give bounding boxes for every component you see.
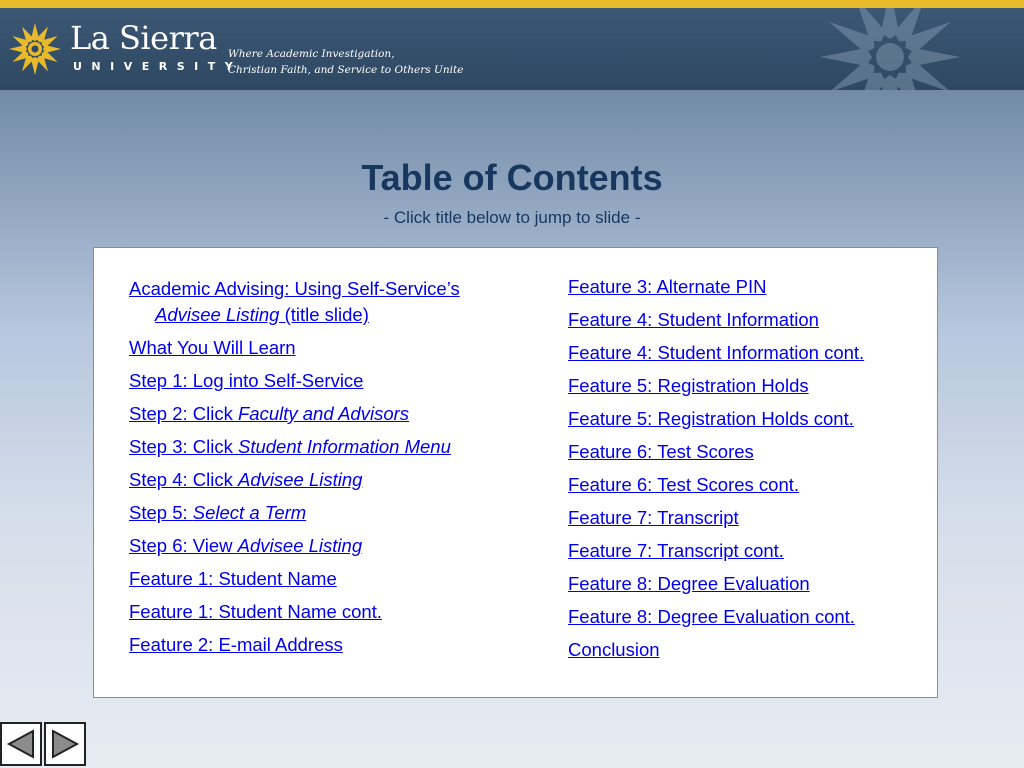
toc-link-text: Feature 6: Test Scores cont.	[568, 474, 800, 495]
toc-link-text: Step 5:	[129, 502, 193, 523]
toc-link[interactable]	[568, 604, 928, 630]
slide-navigation	[0, 722, 88, 768]
toc-link-text: Feature 7: Transcript	[568, 507, 739, 528]
toc-link-text: Feature 7: Transcript cont.	[568, 540, 784, 561]
toc-link[interactable]	[129, 368, 539, 394]
toc-link[interactable]	[568, 274, 928, 300]
toc-link[interactable]	[129, 566, 539, 592]
toc-link-text: Advisee Listing	[238, 469, 363, 490]
top-accent-stripe	[0, 0, 1024, 8]
toc-link-text: Feature 4: Student Information	[568, 309, 819, 330]
toc-link-text: Advisee Listing	[155, 304, 280, 325]
toc-link[interactable]	[568, 571, 928, 597]
toc-link-text: (title slide)	[279, 304, 369, 325]
toc-link[interactable]	[129, 599, 539, 625]
toc-link[interactable]	[129, 335, 539, 361]
toc-link-text: Feature 4: Student Information cont.	[568, 342, 865, 363]
toc-link-text: Step 1: Log into Self-Service	[129, 370, 364, 391]
toc-link-text: Advisee Listing	[237, 535, 363, 556]
toc-link[interactable]	[568, 373, 928, 399]
toc-link-text: Feature 5: Registration Holds	[568, 375, 809, 396]
toc-link-text: Student Information Menu	[238, 436, 451, 457]
toc-link[interactable]	[129, 401, 539, 427]
next-slide-button[interactable]	[44, 722, 86, 766]
toc-link[interactable]	[568, 439, 928, 465]
toc-link[interactable]	[568, 406, 928, 432]
toc-link[interactable]	[568, 637, 928, 663]
toc-link-text: Feature 8: Degree Evaluation	[568, 573, 810, 594]
toc-link-text: Academic Advising: Using Self-Service’s	[129, 278, 460, 299]
toc-link[interactable]	[129, 533, 539, 559]
toc-link[interactable]	[568, 505, 928, 531]
toc-link-text: Feature 5: Registration Holds cont.	[568, 408, 854, 429]
toc-link-text: Select a Term	[192, 502, 307, 523]
tagline-line-1: Where Academic Investigation,	[228, 48, 395, 60]
toc-link[interactable]	[129, 500, 539, 526]
toc-link[interactable]	[568, 538, 928, 564]
toc-link-text: Step 4: Click	[129, 469, 238, 490]
toc-left-column	[129, 276, 539, 665]
toc-link-text: Feature 2: E-mail Address	[129, 634, 343, 655]
triangle-left-icon	[6, 729, 36, 759]
toc-link-text: Feature 3: Alternate PIN	[568, 276, 767, 297]
slide-title: Table of Contents	[361, 157, 663, 198]
slide-subtitle: - Click title below to jump to slide -	[383, 208, 641, 227]
university-wordmark-sub: UNIVERSITY	[73, 60, 243, 73]
toc-link-text: Faculty and Advisors	[238, 403, 410, 424]
toc-link[interactable]	[568, 472, 928, 498]
toc-link-text: Feature 1: Student Name cont.	[129, 601, 382, 622]
toc-link-text: Step 3: Click	[129, 436, 238, 457]
toc-link-text: Feature 8: Degree Evaluation cont.	[568, 606, 855, 627]
header-banner	[0, 8, 1024, 90]
toc-link[interactable]	[568, 340, 928, 366]
toc-link[interactable]	[129, 276, 525, 328]
toc-link-text: Step 2: Click	[129, 403, 238, 424]
triangle-right-icon	[50, 729, 80, 759]
sunburst-logo-icon	[8, 22, 62, 76]
toc-link[interactable]	[129, 467, 539, 493]
toc-link[interactable]	[568, 307, 928, 333]
tagline-line-2: Christian Faith, and Service to Others Unite	[228, 64, 464, 76]
toc-link-text: What You Will Learn	[129, 337, 296, 358]
university-wordmark: La Sierra	[70, 19, 217, 57]
toc-link[interactable]	[129, 434, 539, 460]
toc-right-column	[568, 274, 928, 670]
toc-link-text: Feature 6: Test Scores	[568, 441, 754, 462]
toc-link-text: Conclusion	[568, 639, 660, 660]
toc-panel	[93, 247, 938, 698]
toc-link-text: Feature 1: Student Name	[129, 568, 337, 589]
university-tagline	[228, 46, 463, 78]
sunburst-watermark-icon	[800, 8, 980, 90]
toc-link-text: Step 6: View	[129, 535, 238, 556]
previous-slide-button[interactable]	[0, 722, 42, 766]
toc-link[interactable]	[129, 632, 539, 658]
